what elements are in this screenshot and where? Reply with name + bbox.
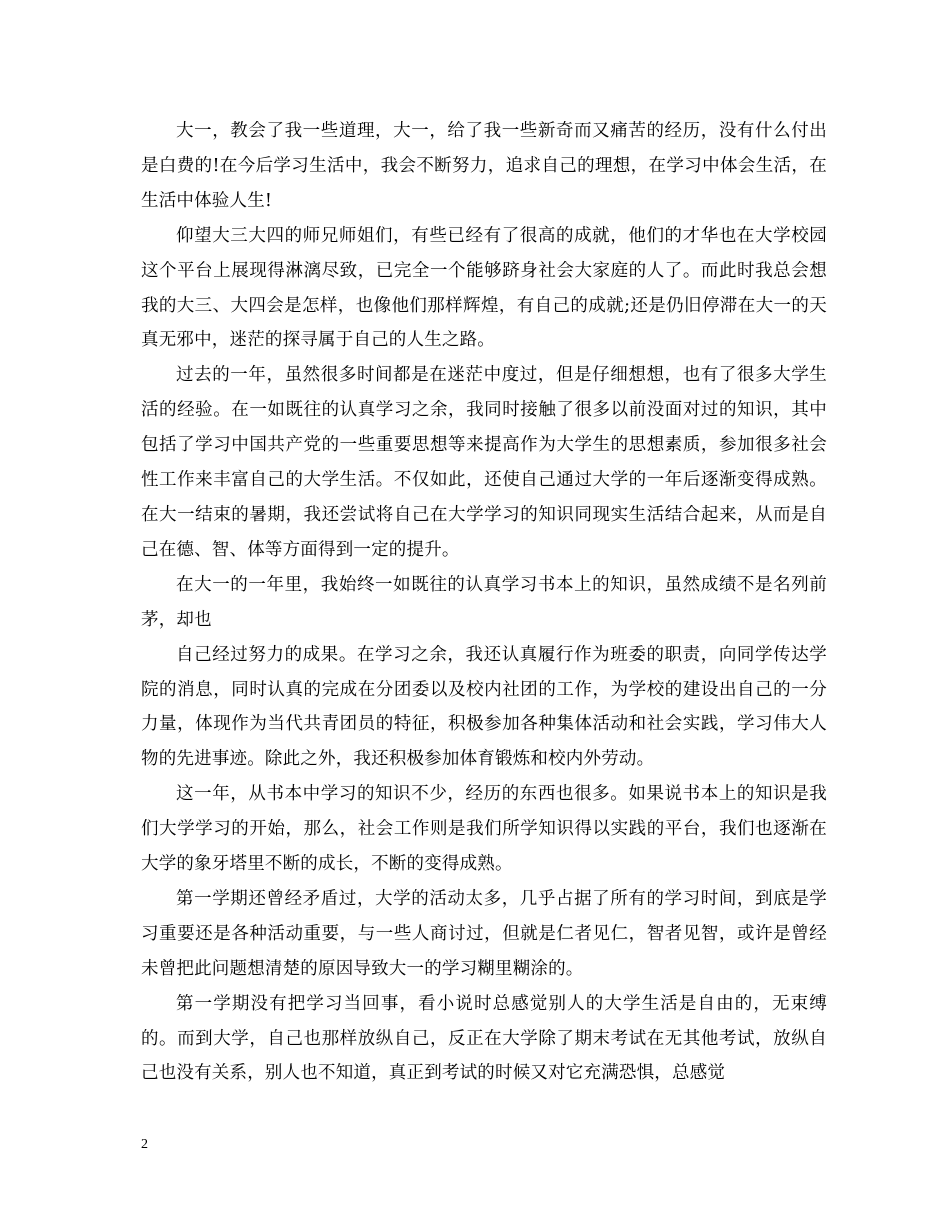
page-number: 2 [141, 1137, 148, 1152]
paragraph: 自己经过努力的成果。在学习之余，我还认真履行作为班委的职责，向同学传达学院的消息，同时认真的完成在分团委以及校内社团的工作，为学校的建设出自己的一分力量，体现作为当代共青团员的特征，积极参加各种集体活动和社会实践，学习伟大人物的先进事迹。除此之外，我还积极参加体育锻炼和校内外劳动。 [141, 644, 827, 770]
paragraph: 在大一的一年里，我始终一如既往的认真学习书本上的知识，虽然成绩不是名列前茅，却也 [141, 574, 827, 630]
paragraph: 第一学期还曾经矛盾过，大学的活动太多，几乎占据了所有的学习时间，到底是学习重要还是各种活动重要，与一些人商讨过，但就是仁者见仁，智者见智，或许是曾经未曾把此问题想清楚的原因导致大一的学习糊里糊涂的。 [141, 888, 827, 979]
paragraph: 仰望大三大四的师兄师姐们，有些已经有了很高的成就，他们的才华也在大学校园这个平台上展现得淋漓尽致，已完全一个能够跻身社会大家庭的人了。而此时我总会想我的大三、大四会是怎样，也像他们那样辉煌，有自己的成就;还是仍旧停滞在大一的天真无邪中，迷茫的探寻属于自己的人生之路。 [141, 225, 827, 351]
paragraph: 第一学期没有把学习当回事，看小说时总感觉别人的大学生活是自由的，无束缚的。而到大学，自己也那样放纵自己，反正在大学除了期末考试在无其他考试，放纵自己也没有关系，别人也不知道，真正到考试的时候又对它充满恐惧，总感觉 [141, 993, 827, 1084]
paragraph: 这一年，从书本中学习的知识不少，经历的东西也很多。如果说书本上的知识是我们大学学习的开始，那么，社会工作则是我们所学知识得以实践的平台，我们也逐渐在大学的象牙塔里不断的成长，不断的变得成熟。 [141, 784, 827, 875]
paragraph: 大一，教会了我一些道理，大一，给了我一些新奇而又痛苦的经历，没有什么付出是白费的!在今后学习生活中，我会不断努力，追求自己的理想，在学习中体会生活，在生活中体验人生! [141, 121, 827, 211]
body-text [141, 114, 827, 1091]
paragraph: 过去的一年，虽然很多时间都是在迷茫中度过，但是仔细想想，也有了很多大学生活的经验。在一如既往的认真学习之余，我同时接触了很多以前没面对过的知识，其中包括了学习中国共产党的一些重要思想等来提高作为大学生的思想素质，参加很多社会性工作来丰富自己的大学生活。不仅如此，还使自己通过大学的一年后逐渐变得成熟。在大一结束的暑期，我还尝试将自己在大学学习的知识同现实生活结合起来，从而是自己在德、智、体等方面得到一定的提升。 [141, 365, 827, 560]
